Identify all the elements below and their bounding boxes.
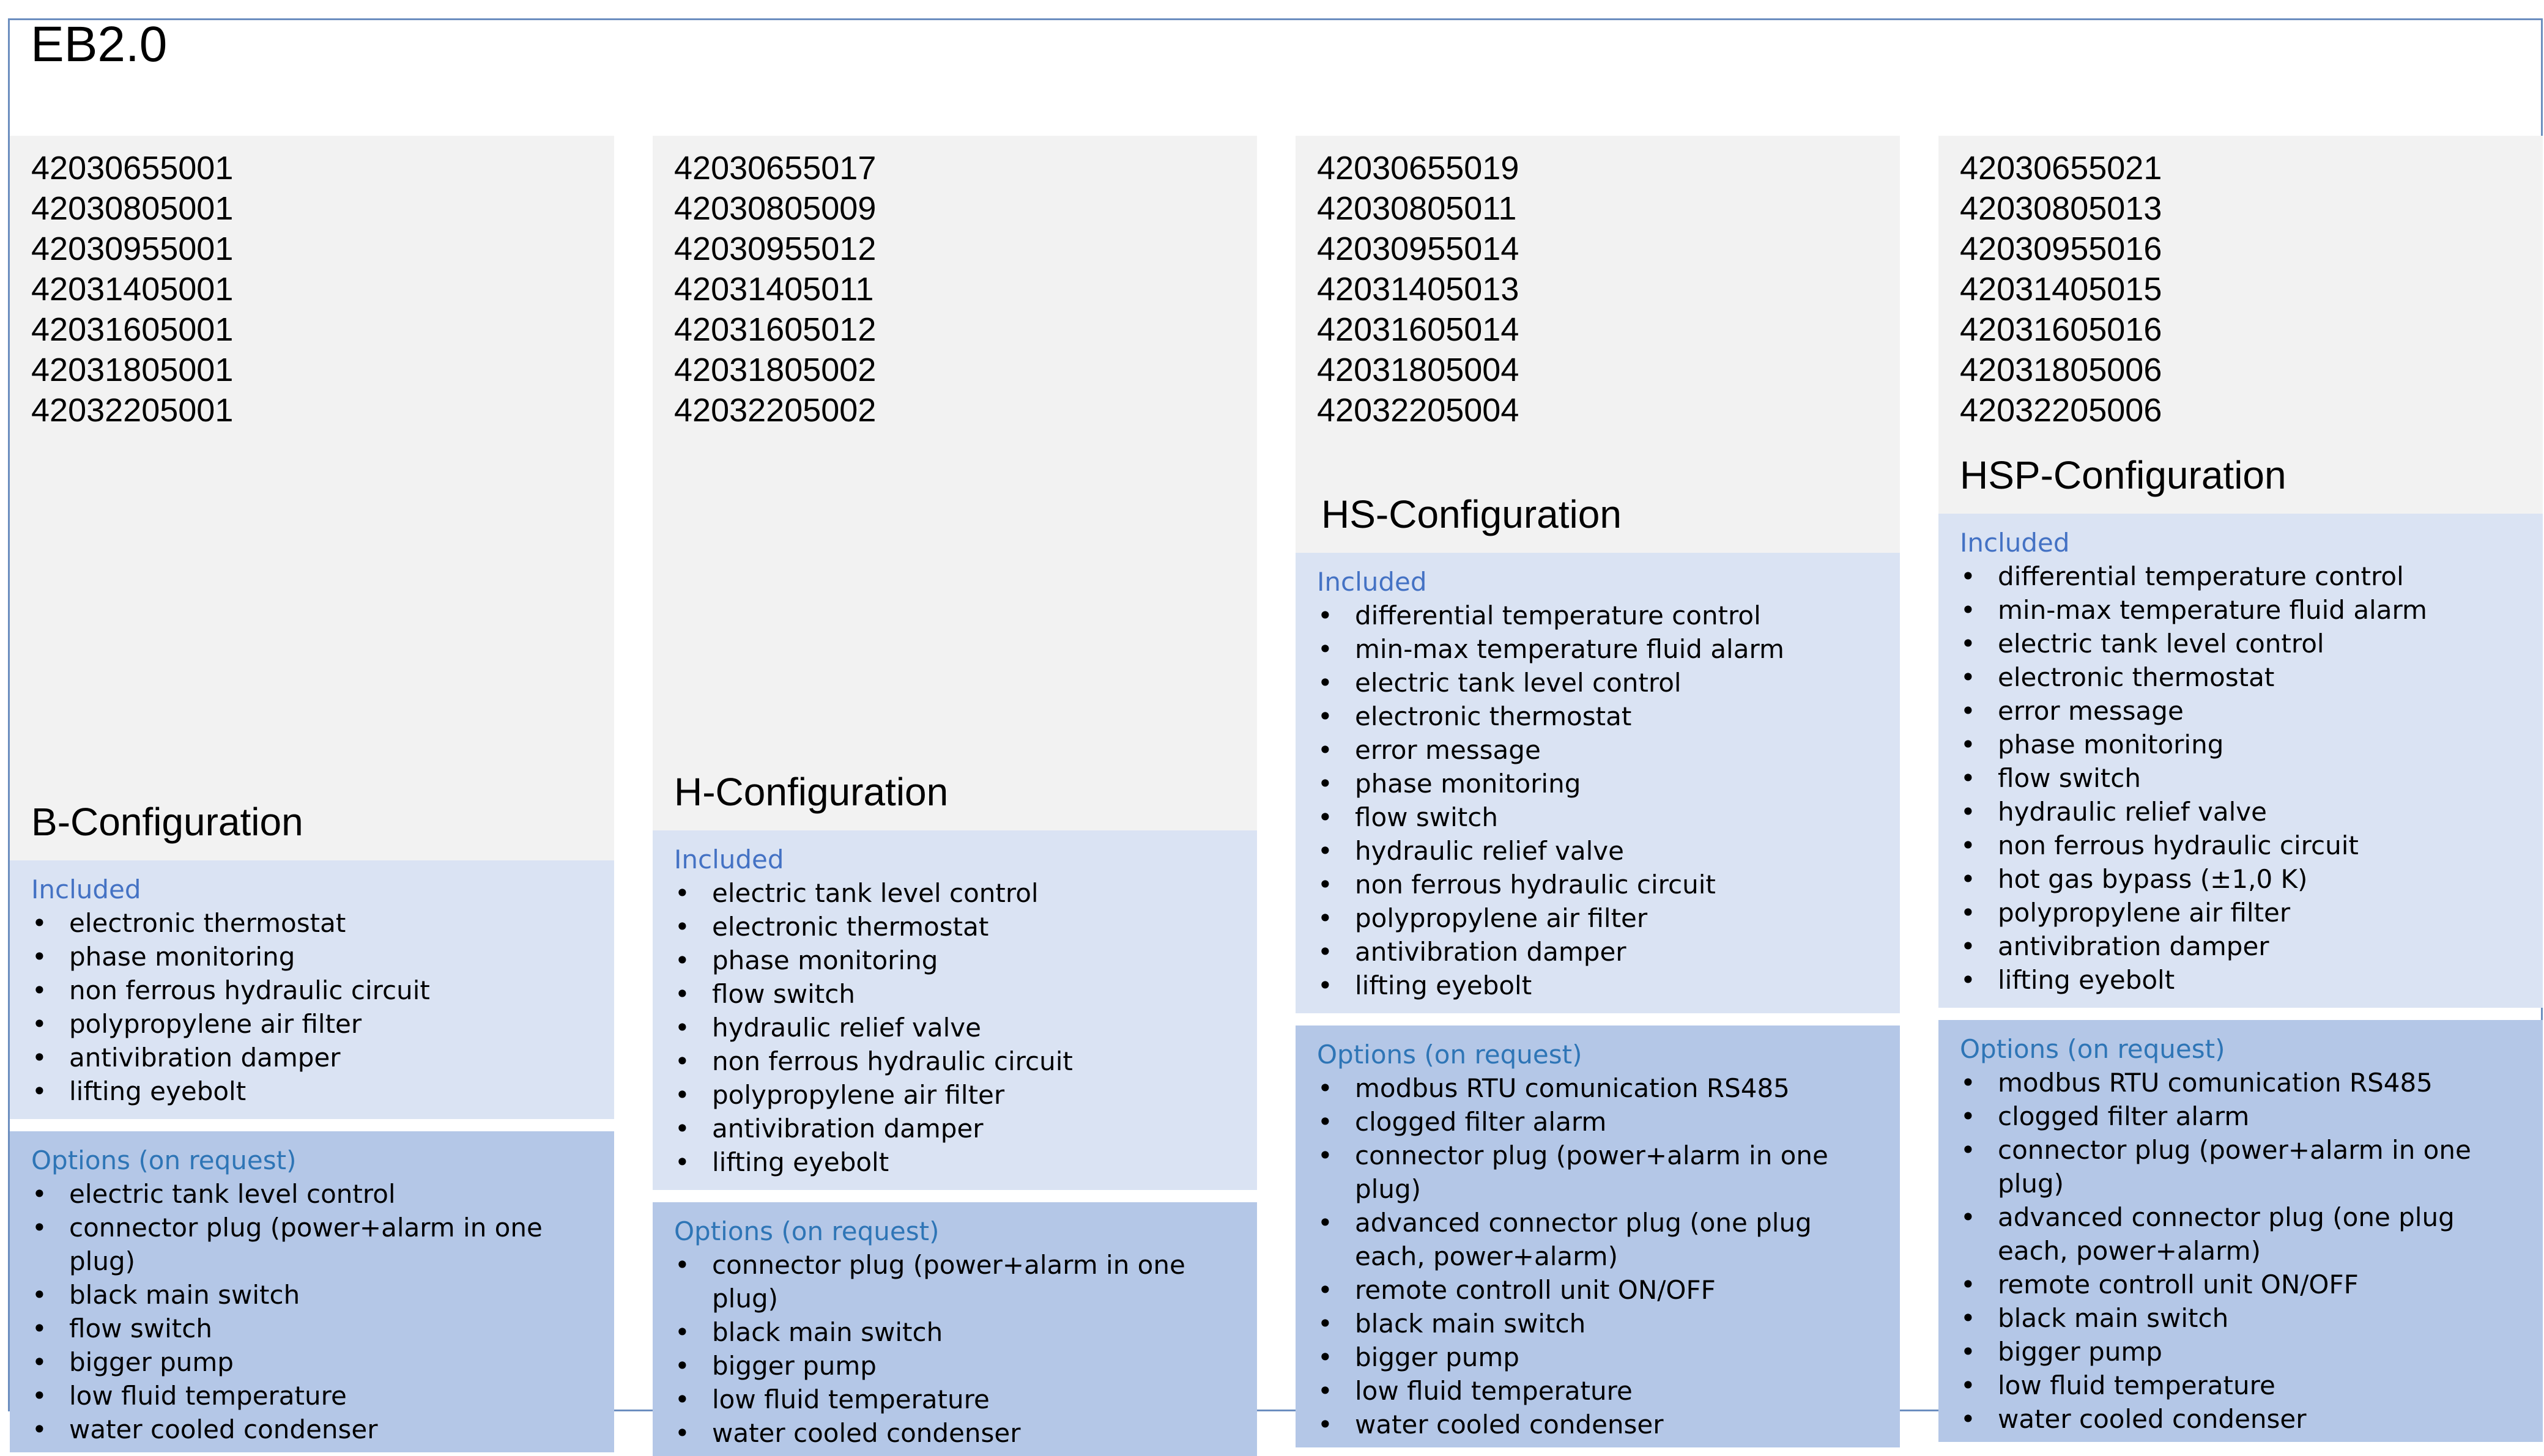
included-section — [10, 860, 614, 1119]
part-number: 42031405011 — [674, 271, 874, 308]
options-section — [1296, 1025, 1900, 1447]
column-header — [653, 136, 1257, 830]
list-item: • flow switch — [1296, 800, 1900, 834]
list-item: • min-max temperature fluid alarm — [1296, 632, 1900, 666]
options-list — [10, 1177, 614, 1446]
list-item: • flow switch — [653, 977, 1257, 1011]
column-header — [1938, 136, 2543, 514]
part-number: 42032205006 — [1960, 392, 2162, 429]
part-number: 42030955014 — [1317, 231, 1519, 267]
part-number: 42031605014 — [1317, 311, 1519, 348]
list-item: • clogged filter alarm — [1296, 1105, 1900, 1139]
list-item: • electronic thermostat — [1938, 660, 2543, 694]
options-section — [1938, 1020, 2543, 1442]
config-name: B-Configuration — [31, 800, 303, 844]
list-item: • low fluid temperature — [653, 1383, 1257, 1416]
part-number: 42031405013 — [1317, 271, 1519, 308]
part-number: 42032205004 — [1317, 392, 1519, 429]
part-number: 42030655001 — [31, 150, 234, 187]
part-number: 42032205001 — [31, 392, 234, 429]
list-item: • bigger pump — [10, 1345, 614, 1379]
list-item: • antivibration damper — [10, 1041, 614, 1074]
part-number: 42030805001 — [31, 190, 234, 227]
list-item: • bigger pump — [1296, 1340, 1900, 1374]
list-item: • electric tank level control — [1938, 627, 2543, 660]
list-item: • low fluid temperature — [1938, 1369, 2543, 1402]
list-item: • black main switch — [10, 1278, 614, 1312]
options-list — [1938, 1066, 2543, 1436]
list-item: • bigger pump — [1938, 1335, 2543, 1369]
list-item: • advanced connector plug (one plug each, power+alarm) — [1938, 1200, 2543, 1268]
list-item: • hydraulic relief valve — [653, 1011, 1257, 1044]
included-list — [653, 876, 1257, 1179]
options-label: Options (on request) — [1960, 1034, 2225, 1064]
part-number: 42030805013 — [1960, 190, 2162, 227]
part-number: 42030655021 — [1960, 150, 2162, 187]
list-item: • low fluid temperature — [10, 1379, 614, 1413]
list-item: • electronic thermostat — [653, 910, 1257, 944]
part-number-list — [31, 148, 233, 431]
included-label: Included — [1317, 567, 1427, 597]
options-label: Options (on request) — [31, 1145, 297, 1175]
part-number: 42031805006 — [1960, 352, 2162, 388]
part-number-list — [674, 148, 876, 431]
list-item: • water cooled condenser — [1296, 1408, 1900, 1441]
list-item: • remote controll unit ON/OFF — [1938, 1268, 2543, 1301]
options-list — [1296, 1071, 1900, 1441]
part-number: 42031805001 — [31, 352, 234, 388]
included-label: Included — [31, 874, 141, 904]
options-section — [653, 1202, 1257, 1456]
part-number: 42030955001 — [31, 231, 234, 267]
list-item: • water cooled condenser — [653, 1416, 1257, 1450]
part-number: 42030655017 — [674, 150, 877, 187]
column-header — [10, 136, 614, 860]
list-item: • electronic thermostat — [1296, 700, 1900, 733]
list-item: • electric tank level control — [653, 876, 1257, 910]
list-item: • flow switch — [1938, 761, 2543, 795]
list-item: • flow switch — [10, 1312, 614, 1345]
list-item: • phase monitoring — [1296, 767, 1900, 800]
list-item: • error message — [1938, 694, 2543, 728]
list-item: • water cooled condenser — [1938, 1402, 2543, 1436]
list-item: • lifting eyebolt — [653, 1145, 1257, 1179]
list-item: • lifting eyebolt — [1938, 963, 2543, 997]
part-number: 42032205002 — [674, 392, 877, 429]
list-item: • phase monitoring — [653, 944, 1257, 977]
list-item: • antivibration damper — [653, 1112, 1257, 1145]
list-item: • clogged filter alarm — [1938, 1099, 2543, 1133]
config-column-h — [653, 136, 1257, 1456]
part-number: 42030805011 — [1317, 190, 1517, 227]
list-item: • advanced connector plug (one plug each, power+alarm) — [1296, 1206, 1900, 1273]
config-column-hs — [1296, 136, 1900, 1447]
part-number: 42030805009 — [674, 190, 877, 227]
list-item: • non ferrous hydraulic circuit — [10, 974, 614, 1007]
list-item: • connector plug (power+alarm in one plug) — [1296, 1139, 1900, 1206]
list-item: • remote controll unit ON/OFF — [1296, 1273, 1900, 1307]
included-list — [1296, 599, 1900, 1002]
part-number: 42030955012 — [674, 231, 877, 267]
column-header — [1296, 136, 1900, 553]
config-name: HSP-Configuration — [1960, 453, 2286, 497]
part-number: 42030655019 — [1317, 150, 1519, 187]
part-number: 42030955016 — [1960, 231, 2162, 267]
list-item: • hydraulic relief valve — [1938, 795, 2543, 829]
list-item: • polypropylene air filter — [10, 1007, 614, 1041]
list-item: • modbus RTU comunication RS485 — [1938, 1066, 2543, 1099]
list-item: • connector plug (power+alarm in one plug) — [1938, 1133, 2543, 1200]
part-number: 42031805004 — [1317, 352, 1519, 388]
list-item: • antivibration damper — [1296, 935, 1900, 969]
list-item: • error message — [1296, 733, 1900, 767]
list-item: • polypropylene air filter — [1296, 901, 1900, 935]
list-item: • water cooled condenser — [10, 1413, 614, 1446]
list-item: • differential temperature control — [1938, 560, 2543, 593]
list-item: • hot gas bypass (±1,0 K) — [1938, 862, 2543, 896]
part-number: 42031605001 — [31, 311, 234, 348]
included-section — [653, 830, 1257, 1190]
options-list — [653, 1248, 1257, 1450]
list-item: • non ferrous hydraulic circuit — [1938, 829, 2543, 862]
list-item: • hydraulic relief valve — [1296, 834, 1900, 868]
list-item: • phase monitoring — [1938, 728, 2543, 761]
list-item: • non ferrous hydraulic circuit — [1296, 868, 1900, 901]
list-item: • phase monitoring — [10, 940, 614, 974]
list-item: • polypropylene air filter — [1938, 896, 2543, 929]
list-item: • connector plug (power+alarm in one plug) — [10, 1211, 614, 1278]
included-label: Included — [674, 844, 784, 874]
part-number: 42031605016 — [1960, 311, 2162, 348]
list-item: • connector plug (power+alarm in one plug) — [653, 1248, 1257, 1315]
list-item: • electric tank level control — [1296, 666, 1900, 700]
list-item: • differential temperature control — [1296, 599, 1900, 632]
part-number: 42031405001 — [31, 271, 234, 308]
list-item: • lifting eyebolt — [1296, 969, 1900, 1002]
options-label: Options (on request) — [674, 1216, 940, 1246]
list-item: • lifting eyebolt — [10, 1074, 614, 1108]
part-number-list — [1960, 148, 2162, 431]
config-column-b — [10, 136, 614, 1452]
list-item: • antivibration damper — [1938, 929, 2543, 963]
list-item: • electronic thermostat — [10, 906, 614, 940]
included-list — [1938, 560, 2543, 997]
list-item: • min-max temperature fluid alarm — [1938, 593, 2543, 627]
list-item: • black main switch — [1296, 1307, 1900, 1340]
part-number-list — [1317, 148, 1519, 431]
list-item: • black main switch — [653, 1315, 1257, 1349]
list-item: • bigger pump — [653, 1349, 1257, 1383]
config-name: H-Configuration — [674, 770, 949, 814]
part-number: 42031405015 — [1960, 271, 2162, 308]
part-number: 42031605012 — [674, 311, 877, 348]
list-item: • modbus RTU comunication RS485 — [1296, 1071, 1900, 1105]
list-item: • electric tank level control — [10, 1177, 614, 1211]
part-number: 42031805002 — [674, 352, 877, 388]
config-column-hsp — [1938, 136, 2543, 1442]
included-section — [1296, 553, 1900, 1013]
list-item: • low fluid temperature — [1296, 1374, 1900, 1408]
list-item: • non ferrous hydraulic circuit — [653, 1044, 1257, 1078]
page-title: EB2.0 — [31, 17, 168, 72]
config-name: HS-Configuration — [1321, 492, 1622, 536]
included-list — [10, 906, 614, 1108]
list-item: • black main switch — [1938, 1301, 2543, 1335]
included-label: Included — [1960, 528, 2070, 558]
list-item: • polypropylene air filter — [653, 1078, 1257, 1112]
included-section — [1938, 514, 2543, 1008]
options-section — [10, 1131, 614, 1452]
options-label: Options (on request) — [1317, 1040, 1582, 1070]
